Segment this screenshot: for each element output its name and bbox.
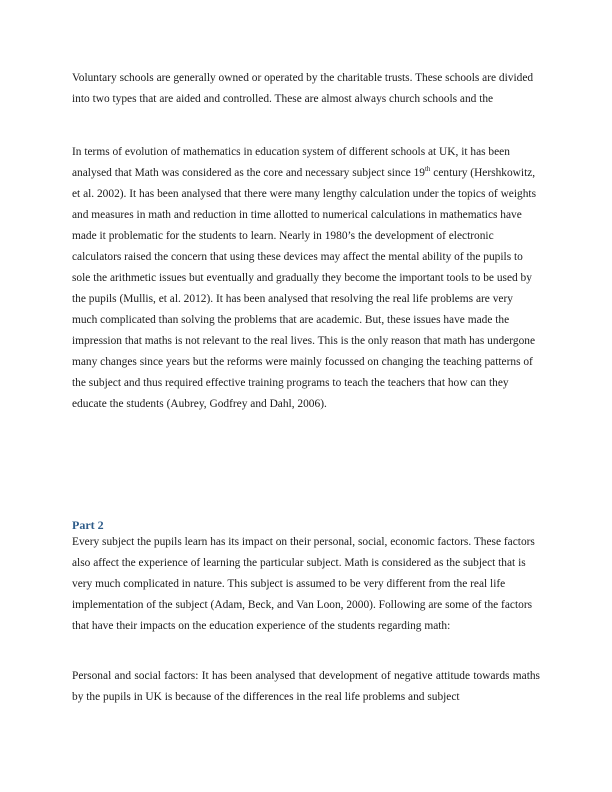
- paragraph-evolution-of-mathematics: [72, 142, 540, 415]
- section-heading-part-2: Part 2: [72, 518, 104, 532]
- superscript-ordinal: th: [424, 165, 431, 174]
- paragraph-subject-impact: Every subject the pupils learn has its impact on their personal, social, economic factors. These factors also affect the experience of learning the particular subject. Math is considered as the subject that is very much complicated in nature. This subject is assumed to be very different from the real life implementation of the subject (Adam, Beck, and Van Loon, 2000). Following are some of the factors that have their impacts on the education experience of the students regarding math:: [72, 536, 535, 632]
- paragraph-personal-social-factors: Personal and social factors: It has been analysed that development of negative attitude towards maths by the pupils in UK is because of the differences in the real life problems and subject: [72, 670, 540, 703]
- paragraph-text-after-superscript: century (Hershkowitz, et al. 2002). It has been analysed that there were many lengthy calculation under the topics of weights and measures in math and reduction in time allotted to numerical calculations in mathematics have made it problematic for the students to learn. Nearly in 1980’s the development of electronic calculators raised the concern that using these devices may affect the mental ability of the pupils to sole the arithmetic issues but eventually and gradually they become the important tools to be used by the pupils (Mullis, et al. 2012). It has been analysed that resolving the real life problems are very much complicated than solving the problems that are academic. But, these issues have made the impression that maths is not relevant to the real lives. This is the only reason that math has undergone many changes since years but the reforms were mainly focussed on changing the teaching patterns of the subject and thus required effective training programs to teach the teachers that how can they educate the students (Aubrey, Godfrey and Dahl, 2006).: [72, 167, 537, 410]
- paragraph-voluntary-schools: Voluntary schools are generally owned or operated by the charitable trusts. These schools are divided into two types that are aided and controlled. These are almost always church schools and the: [72, 72, 534, 105]
- paragraph-text-before-superscript: In terms of evolution of mathematics in education system of different schools at UK, it has been analysed that Math was considered as the core and necessary subject since 19: [72, 146, 510, 179]
